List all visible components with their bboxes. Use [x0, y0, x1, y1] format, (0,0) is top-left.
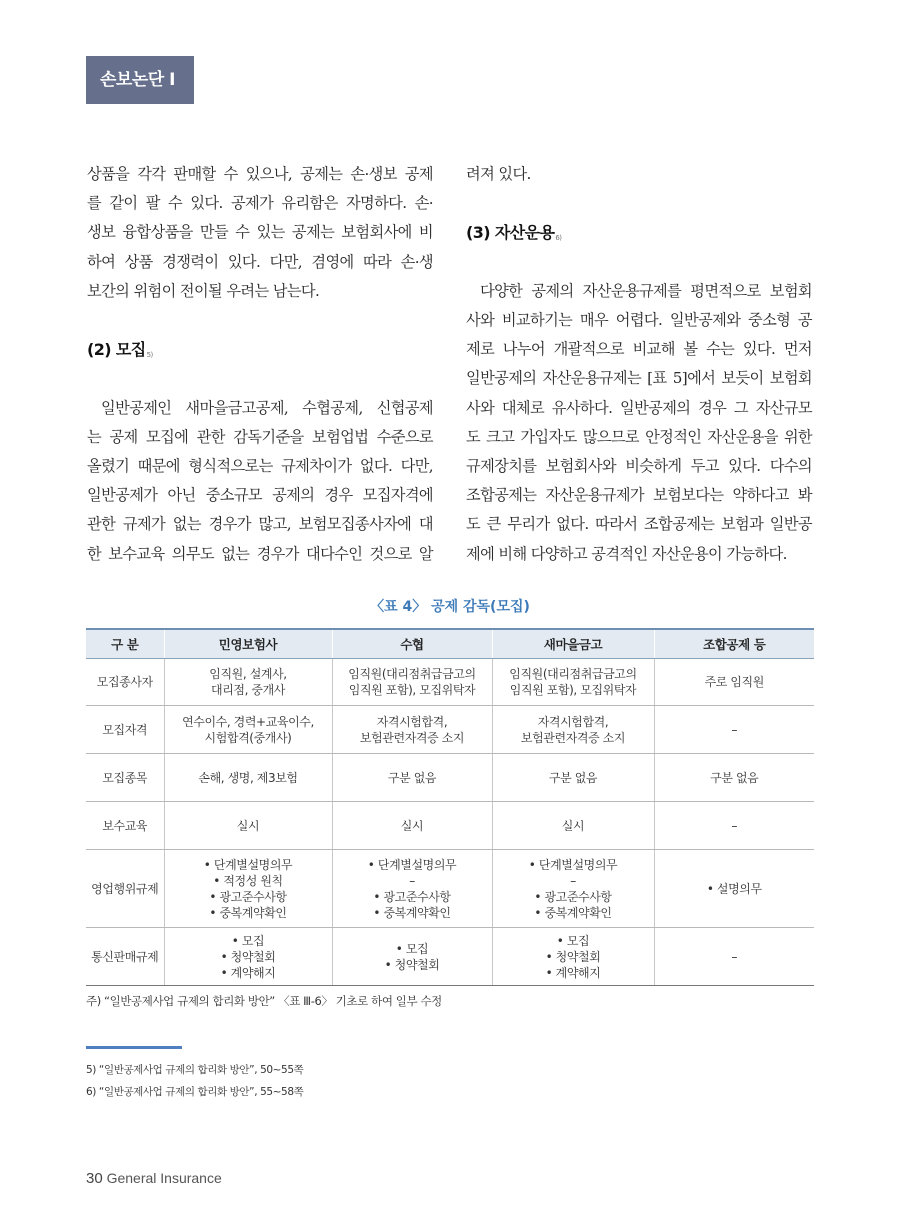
table-cell: • 모집 • 청약철회 • 계약해지: [492, 928, 654, 986]
table-cell: 손해, 생명, 제3보험: [164, 754, 332, 802]
text-line: 상품을 각각 판매할 수 있으나, 공제는 손·생보 공제: [87, 165, 433, 183]
left-column: [87, 160, 433, 569]
text-line: 관한 규제가 없는 경우가 많고, 보험모집종사자에 대: [87, 515, 433, 534]
table-cell: –: [654, 802, 814, 850]
text-line: 규제장치를 보험회사와 비슷하게 두고 있다. 다수의: [466, 457, 812, 475]
table-cell: –: [654, 928, 814, 986]
table-cell: 실시: [164, 802, 332, 850]
left-paragraph-1: [87, 160, 433, 306]
text-line: 사와 비교하기는 매우 어렵다. 일반공제와 중소형 공: [466, 310, 812, 329]
right-column: [466, 160, 812, 569]
table-cell: 임직원(대리점취급금고의 임직원 포함), 모집위탁자: [332, 659, 492, 706]
table-cell: • 모집 • 청약철회: [332, 928, 492, 986]
page-number: 30: [86, 1170, 103, 1187]
table-cell: • 설명의무: [654, 850, 814, 928]
table-cell: 임직원, 설계사, 대리점, 중개사: [164, 659, 332, 706]
journal-name: General Insurance: [106, 1170, 222, 1186]
column-header: 수협: [332, 629, 492, 659]
table-row: [86, 850, 814, 928]
table-row: [86, 706, 814, 754]
table-row: [86, 754, 814, 802]
text-line: 일반공제의 자산운용규제는 [표 5]에서 보듯이 보험회: [466, 369, 812, 388]
column-header: 조합공제 등: [654, 629, 814, 659]
table-cell: 구분 없음: [332, 754, 492, 802]
table-cell: • 단계별설명의무 • 적정성 원칙 • 광고준수사항 • 중복계약확인: [164, 850, 332, 928]
right-paragraph-2: [466, 277, 812, 569]
text-line: 는 공제 모집에 관한 감독기준을 보험업법 수준으로: [87, 427, 433, 446]
table-cell: 자격시험합격, 보험관련자격증 소지: [492, 706, 654, 754]
page-footer: [86, 1170, 222, 1187]
text-line: 제로 나누어 개괄적으로 비교해 볼 수는 있다. 먼저: [466, 340, 812, 359]
section-heading-recruitment: (2) 모집$^{5)}$: [87, 340, 153, 360]
footnote: 5) “일반공제사업 규제의 합리화 방안”, 50~55쪽: [86, 1064, 304, 1076]
table-cell: 연수이수, 경력+교육이수, 시험합격(중개사): [164, 706, 332, 754]
text-line: 한 보수교육 의무도 없는 경우가 대다수인 것으로 알: [87, 544, 433, 563]
table-cell: • 단계별설명의무 – • 광고준수사항 • 중복계약확인: [332, 850, 492, 928]
section-tag: 손보논단 Ⅰ: [86, 56, 194, 104]
table-row: [86, 659, 814, 706]
text-line: 생보 융합상품을 만들 수 있는 공제는 보험회사에 비: [87, 223, 433, 242]
table-header-row: [86, 629, 814, 659]
footnote: 6) “일반공제사업 규제의 합리화 방안”, 55~58쪽: [86, 1086, 304, 1098]
text-line: 일반공제인 새마을금고공제, 수협공제, 신협공제: [101, 398, 433, 417]
table-row: [86, 802, 814, 850]
table-cell: 구분 없음: [492, 754, 654, 802]
text-line: 제에 비해 다양하고 공격적인 자산운용이 가능하다.: [466, 544, 787, 563]
table-cell: • 모집 • 청약철회 • 계약해지: [164, 928, 332, 986]
supervision-table: [86, 628, 814, 986]
footnote-ref: 5): [146, 351, 153, 360]
left-paragraph-2: [87, 394, 433, 569]
table-cell: 실시: [332, 802, 492, 850]
text-line: 도 큰 무리가 없다. 따라서 조합공제는 보험과 일반공: [466, 515, 812, 534]
section-heading-asset-management: (3) 자산운용$^{6)}$: [466, 223, 562, 243]
footnote-divider: [86, 1046, 182, 1049]
text-line: 를 같이 팔 수 있다. 공제가 유리함은 자명하다. 손·: [87, 194, 433, 213]
table-row: [86, 928, 814, 986]
text-line: 도 크고 가입자도 많으므로 안정적인 자산운용을 위한: [466, 427, 812, 446]
text-line: 올렸기 때문에 형식적으로는 규제차이가 없다. 다만,: [87, 457, 433, 475]
row-label: 모집자격: [86, 706, 164, 754]
table-note: 주) “일반공제사업 규제의 합리화 방안” 〈표 Ⅲ-6〉 기초로 하여 일부 수정: [86, 994, 442, 1008]
table-cell: 구분 없음: [654, 754, 814, 802]
column-header: 새마을금고: [492, 629, 654, 659]
text-line: 조합공제는 자산운용규제가 보험보다는 약하다고 봐: [466, 486, 812, 505]
row-label: 영업행위규제: [86, 850, 164, 928]
column-header: 구 분: [86, 629, 164, 659]
row-label: 보수교육: [86, 802, 164, 850]
table-cell: –: [654, 706, 814, 754]
text-line: 다양한 공제의 자산운용규제를 평면적으로 보험회: [480, 281, 812, 300]
row-label: 모집종목: [86, 754, 164, 802]
footnote-ref: 6): [555, 234, 562, 243]
row-label: 모집종사자: [86, 659, 164, 706]
text-line: 보간의 위험이 전이될 우려는 남는다.: [87, 281, 320, 300]
text-line: 일반공제가 아닌 중소규모 공제의 경우 모집자격에: [87, 486, 433, 505]
table-cell: 임직원(대리점취급금고의 임직원 포함), 모집위탁자: [492, 659, 654, 706]
table-caption: 〈표 4〉 공제 감독(모집): [370, 599, 530, 615]
text-line: 려져 있다.: [466, 165, 531, 183]
column-header: 민영보험사: [164, 629, 332, 659]
table-cell: 자격시험합격, 보험관련자격증 소지: [332, 706, 492, 754]
table-cell: 실시: [492, 802, 654, 850]
text-line: 사와 대체로 유사하다. 일반공제의 경우 그 자산규모: [466, 398, 812, 417]
text-line: 하여 상품 경쟁력이 있다. 다만, 겸영에 따라 손·생: [87, 252, 433, 271]
table-cell: • 단계별설명의무 – • 광고준수사항 • 중복계약확인: [492, 850, 654, 928]
row-label: 통신판매규제: [86, 928, 164, 986]
table-cell: 주로 임직원: [654, 659, 814, 706]
